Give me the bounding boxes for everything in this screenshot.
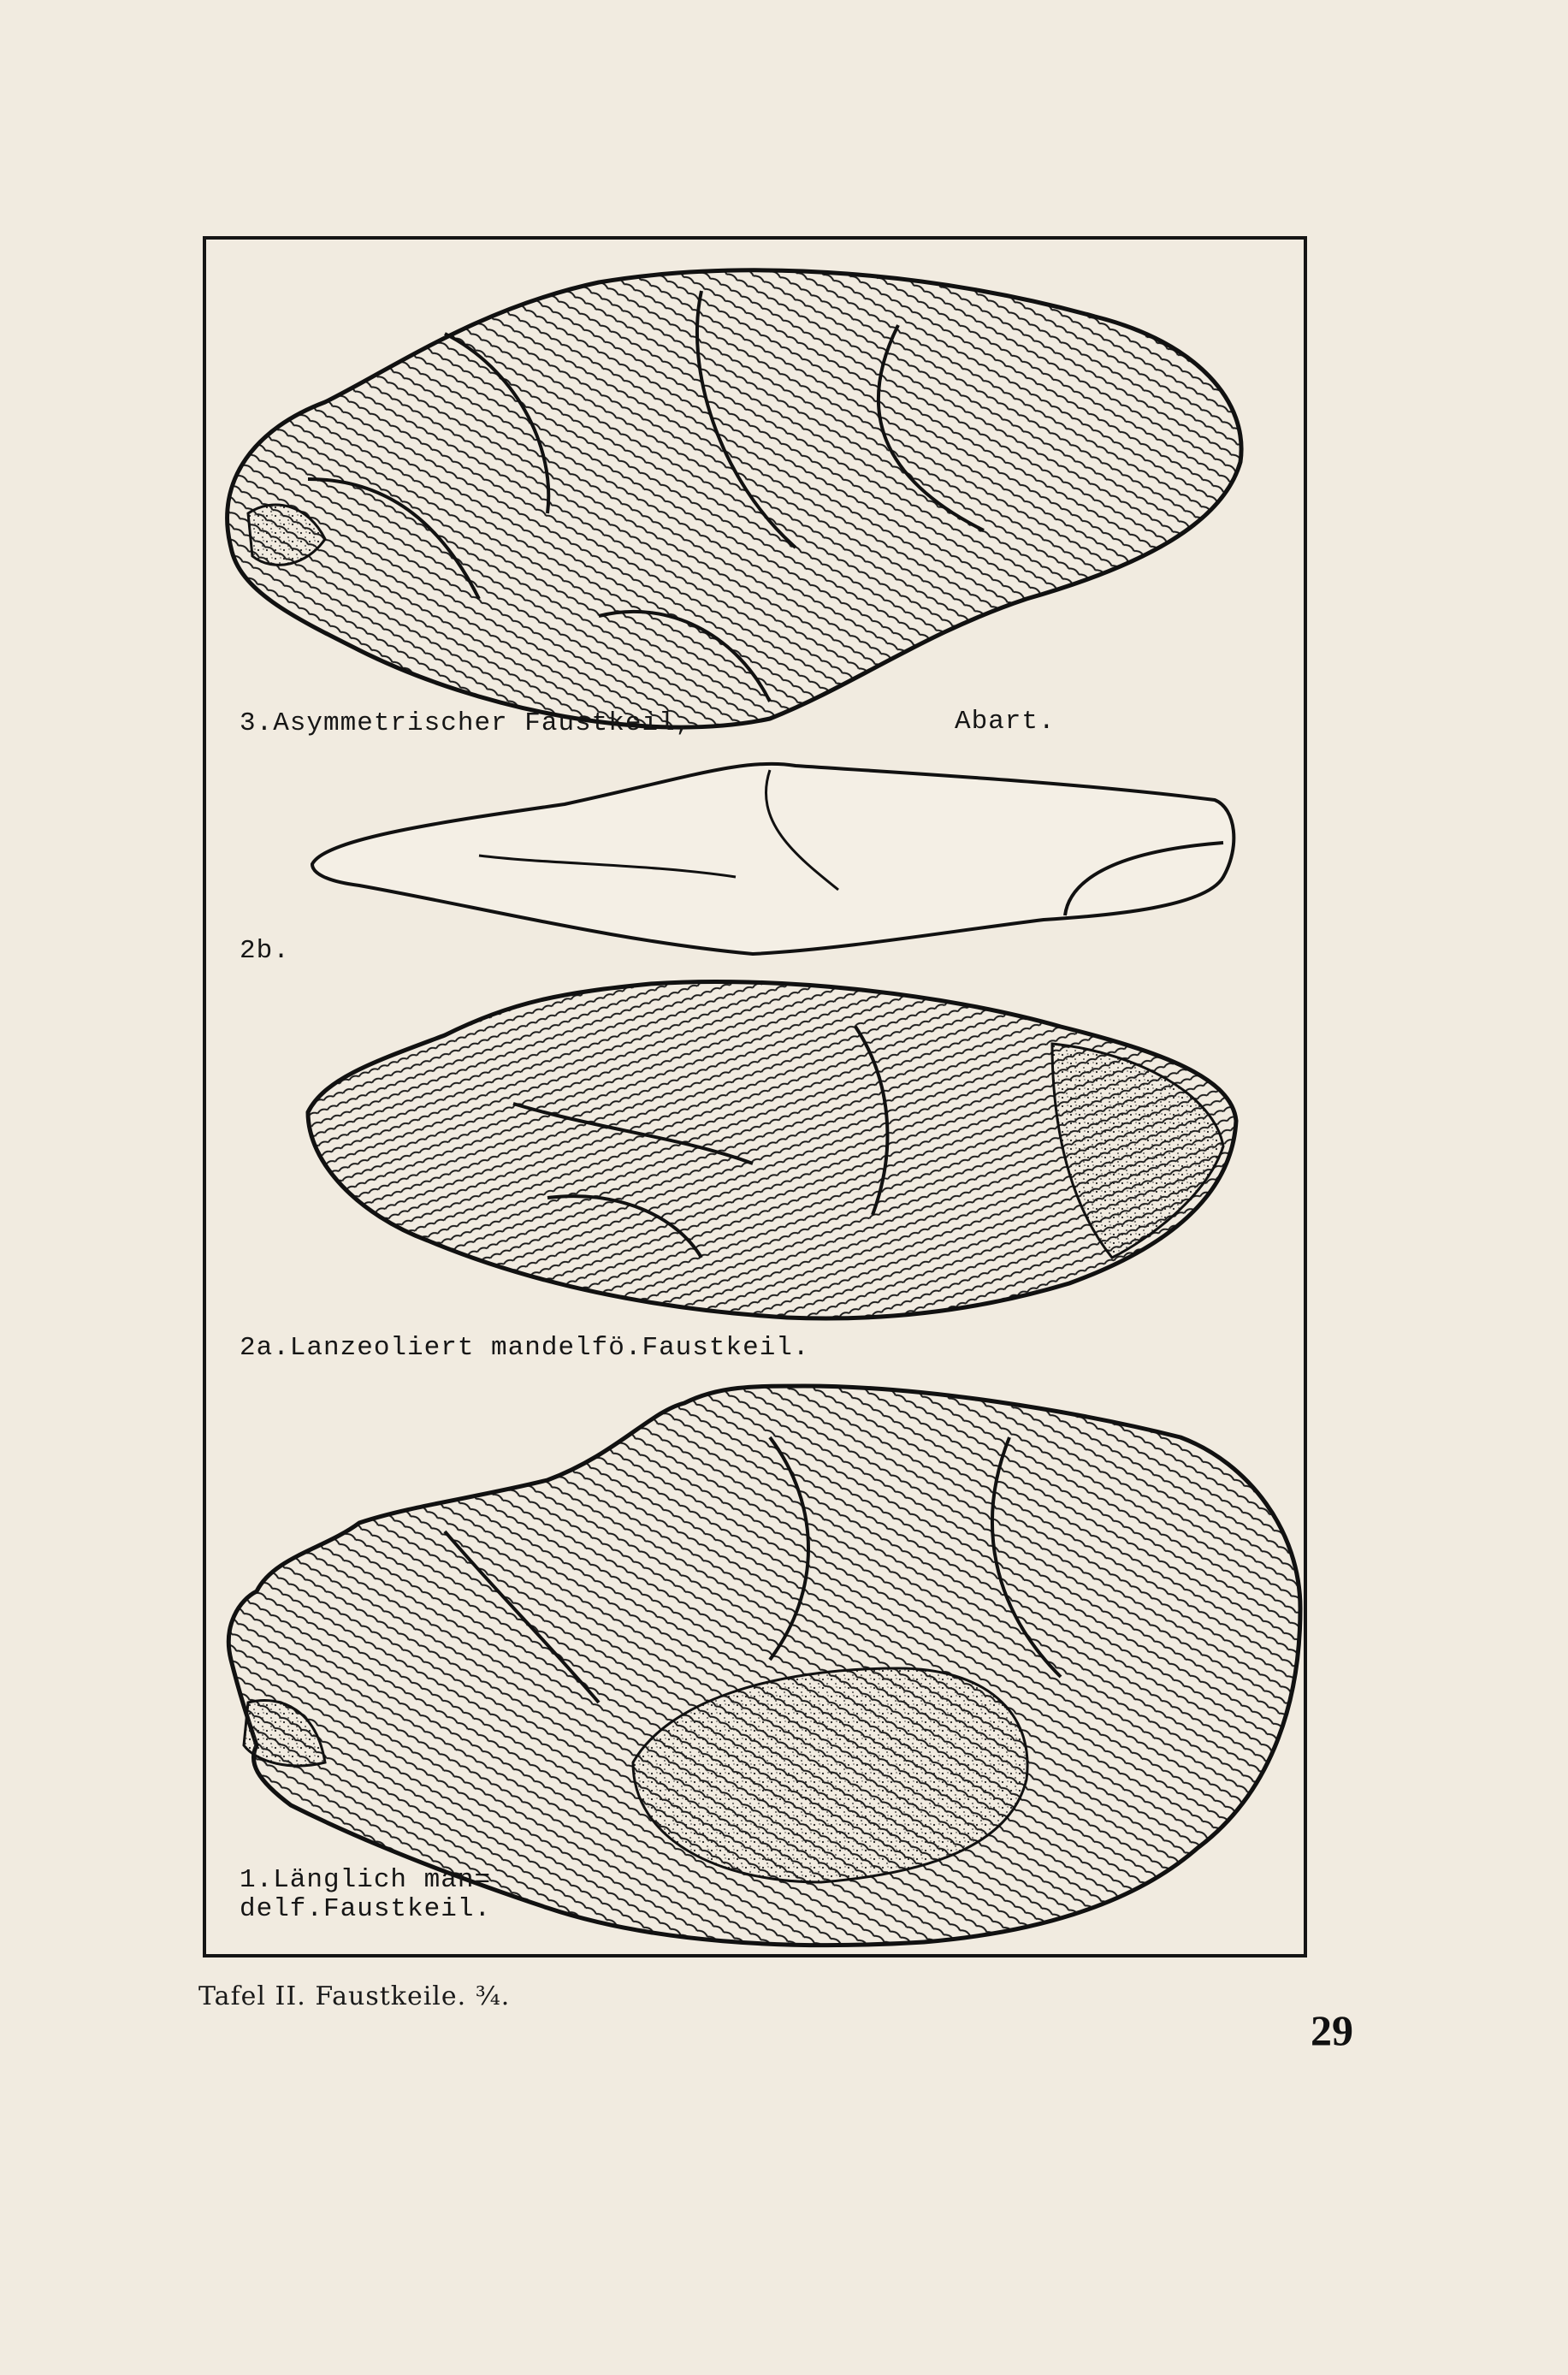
page-number: 29	[1311, 2006, 1353, 2054]
plate-caption: Tafel II. Faustkeile. ¾.	[198, 1981, 511, 2011]
figure-2a-label: 2a.Lanzeoliert mandelfö.Faustkeil.	[240, 1333, 810, 1363]
hand-axe-3-drawing	[228, 270, 1241, 727]
figure-3-label: 3.Asymmetrischer Faustkeil,	[240, 708, 693, 738]
hand-axe-1-drawing	[228, 1386, 1300, 1946]
hand-axe-2b-drawing	[312, 764, 1234, 954]
hand-axe-2a-drawing	[308, 981, 1236, 1318]
figure-1-label-line1: 1.Länglich man=	[240, 1865, 492, 1895]
figure-2b-label: 2b.	[240, 936, 290, 966]
figure-1-label-line2: delf.Faustkeil.	[240, 1894, 492, 1924]
figure-3-label-suffix: Abart.	[955, 707, 1056, 737]
